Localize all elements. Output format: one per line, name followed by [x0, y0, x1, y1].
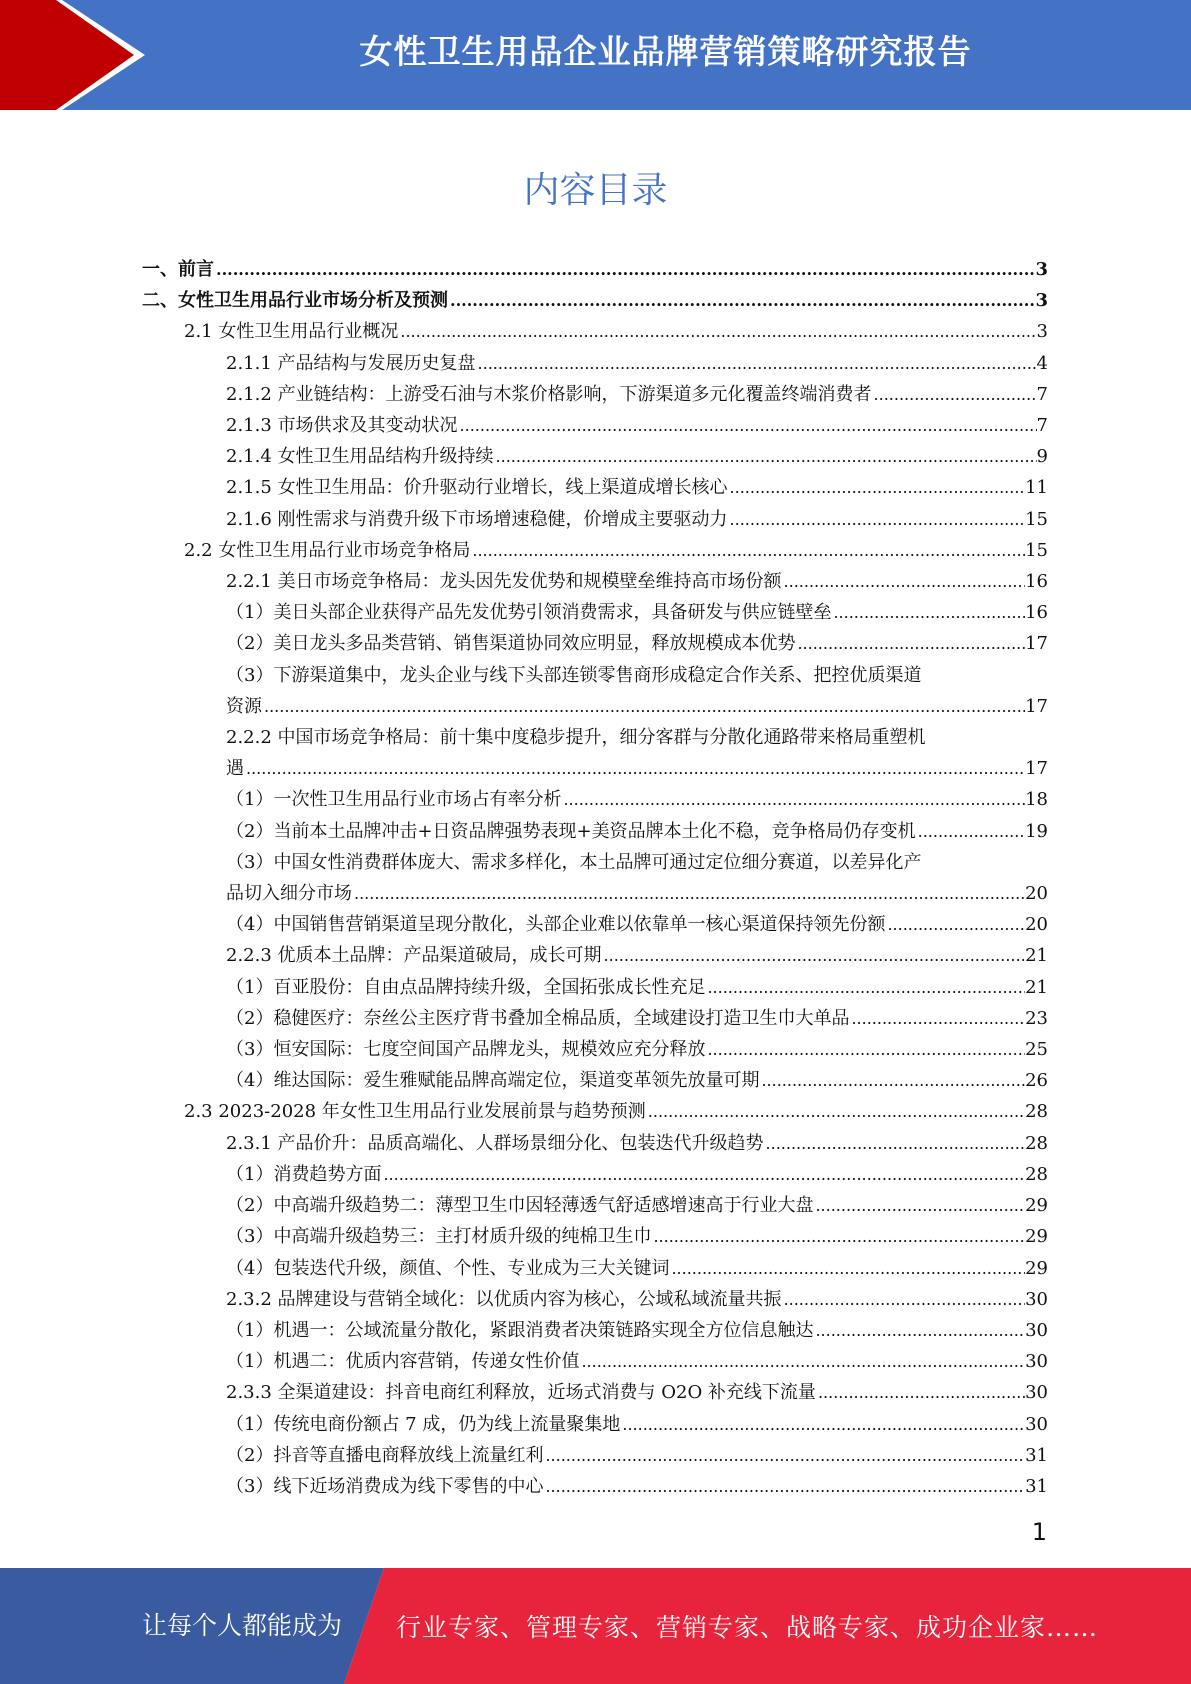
dot-leader: [651, 1221, 1025, 1252]
dot-leader: [458, 410, 1037, 441]
toc-entry-text: （1）美日头部企业获得产品先发优势引领消费需求，具备研发与供应链壁垒: [226, 602, 832, 624]
toc-entry-text: （2）中高端升级趋势二：薄型卫生巾因轻薄透气舒适感增速高于行业大盘: [226, 1195, 814, 1217]
toc-entry[interactable]: [142, 628, 1048, 659]
toc-entry[interactable]: [142, 1346, 1048, 1377]
toc-page-number: 28: [1025, 1132, 1048, 1154]
toc-page-number: 30: [1025, 1319, 1048, 1341]
toc-entry[interactable]: [142, 1128, 1048, 1159]
dot-leader: [728, 472, 1026, 503]
dot-leader: [916, 816, 1025, 847]
dot-leader: [813, 1190, 1025, 1221]
toc-page-number: 31: [1025, 1444, 1048, 1466]
toc-entry-text: 2.1 女性卫生用品行业概况: [184, 321, 399, 343]
toc-page-number: 17: [1025, 695, 1048, 717]
toc-entry[interactable]: [142, 472, 1048, 503]
toc-page-number: 16: [1025, 571, 1048, 593]
toc-entry-text: （1）百亚股份：自由点品牌持续升级，全国拓张成长性充足: [226, 976, 706, 998]
dot-leader: [782, 566, 1026, 597]
toc-entry-text-continued: 遇: [226, 758, 244, 780]
toc-entry[interactable]: [142, 410, 1048, 441]
toc-entry-text: 2.3 2023-2028 年女性卫生用品行业发展前景与趋势预测: [184, 1101, 646, 1123]
toc-page-number: 31: [1025, 1475, 1048, 1497]
toc-entry[interactable]: [142, 1221, 1048, 1252]
dot-leader: [872, 379, 1037, 410]
toc-entry-text: 2.2.1 美日市场竞争格局：龙头因先发优势和规模壁垒维持高市场份额: [226, 571, 782, 593]
toc-page-number: 3: [1036, 321, 1048, 343]
toc-entry-text: （3）线下近场消费成为线下零售的中心: [226, 1475, 544, 1497]
toc-page-number: 28: [1025, 1101, 1048, 1123]
toc-entry[interactable]: [142, 909, 1048, 940]
toc-entry[interactable]: [142, 1440, 1048, 1471]
toc-entry[interactable]: [142, 285, 1048, 316]
toc-entry[interactable]: [142, 1377, 1048, 1408]
toc-entry[interactable]: [142, 816, 1048, 847]
toc-entry-text: （1）机遇二：优质内容营销，传递女性价值: [226, 1351, 580, 1373]
dot-leader: [494, 441, 1037, 472]
toc-entry-continuation[interactable]: [142, 691, 1048, 722]
toc-entry-text: （1）消费趋势方面: [226, 1163, 382, 1185]
toc-entry[interactable]: [142, 535, 1048, 566]
toc-page-number: 29: [1025, 1257, 1048, 1279]
toc-page-number: 11: [1025, 477, 1048, 499]
toc-page-number: 26: [1025, 1070, 1048, 1092]
footer-slogan-left: 让每个人都能成为: [142, 1611, 343, 1640]
toc-entry-text: 2.1.6 刚性需求与消费升级下市场增速稳健，价增成主要驱动力: [226, 508, 728, 530]
footer-banner: [0, 1568, 1191, 1684]
dot-leader: [561, 784, 1025, 815]
report-title: 女性卫生用品企业品牌营销策略研究报告: [359, 32, 972, 71]
toc-page-number: 3: [1035, 290, 1048, 312]
toc-entry-text: 一、前言: [142, 259, 214, 280]
dot-leader: [759, 1065, 1025, 1096]
dot-leader: [602, 940, 1026, 971]
dot-leader: [381, 1159, 1025, 1190]
toc-page-number: 15: [1025, 539, 1048, 561]
toc-page-number: 30: [1025, 1382, 1048, 1404]
dot-leader: [816, 1377, 1025, 1408]
toc-entry-text: 2.3.1 产品价升：品质高端化、人群场景细分化、包装迭代升级趋势: [226, 1132, 764, 1154]
dot-leader: [885, 909, 1025, 940]
toc-entry-text: （3）中国女性消费群体庞大、需求多样化，本土品牌可通过定位细分赛道，以差异化产: [226, 851, 922, 873]
toc-entry-text: 2.1.5 女性卫生用品：价升驱动行业增长，线上渠道成增长核心: [226, 477, 728, 499]
dot-leader: [448, 285, 1035, 316]
dot-leader: [476, 348, 1037, 379]
toc-entry-continuation[interactable]: [142, 753, 1048, 784]
toc-entry-text: 2.1.3 市场供求及其变动状况: [226, 415, 458, 437]
toc-entry-text: （2）美日龙头多品类营销、销售渠道协同效应明显，释放规模成本优势: [226, 633, 796, 655]
dot-leader: [795, 628, 1025, 659]
dot-leader: [831, 597, 1025, 628]
dot-leader: [669, 1253, 1025, 1284]
toc-heading: 内容目录: [523, 170, 668, 211]
toc-entry[interactable]: [142, 1159, 1048, 1190]
toc-entry[interactable]: [142, 441, 1048, 472]
toc-entry-text: 2.2.2 中国市场竞争格局：前十集中度稳步提升，细分客群与分散化通路带来格局重塑机: [226, 727, 926, 749]
page-number: 1: [1031, 1518, 1047, 1546]
toc-page-number: 21: [1025, 976, 1048, 998]
toc-page-number: 29: [1025, 1226, 1048, 1248]
toc-page-number: 18: [1025, 789, 1048, 811]
toc-entry[interactable]: [142, 1003, 1048, 1034]
toc-entry-text-continued: 品切入细分市场: [226, 883, 352, 905]
toc-entry-text: 2.1.1 产品结构与发展历史复盘: [226, 352, 476, 374]
toc-entry-text: （1）机遇一：公域流量分散化，紧跟消费者决策链路实现全方位信息触达: [226, 1319, 814, 1341]
toc-entry-continuation[interactable]: [142, 878, 1048, 909]
toc-page-number: 7: [1036, 415, 1048, 437]
toc-entry[interactable]: [142, 504, 1048, 535]
toc-page-number: 17: [1025, 758, 1048, 780]
dot-leader: [470, 535, 1025, 566]
toc-page-number: 20: [1025, 883, 1048, 905]
dot-leader: [398, 316, 1036, 347]
toc-entry-text: 2.3.3 全渠道建设：抖音电商红利释放，近场式消费与 O2O 补充线下流量: [226, 1382, 816, 1404]
toc-entry-text: （1）一次性卫生用品行业市场占有率分析: [226, 789, 562, 811]
toc-entry-text: （2）当前本土品牌冲击+日资品牌强势表现+美资品牌本土化不稳，竞争格局仍存变机: [226, 820, 916, 842]
toc-entry-text: 2.2.3 优质本土品牌：产品渠道破局，成长可期: [226, 945, 602, 967]
toc-entry[interactable]: [142, 847, 1048, 878]
dot-leader: [705, 972, 1025, 1003]
toc-entry[interactable]: [142, 1471, 1048, 1502]
toc-entry-text: （2）稳健医疗：奈丝公主医疗背书叠加全棉品质，全域建设打造卫生巾大单品: [226, 1007, 850, 1029]
toc-entry[interactable]: [142, 379, 1048, 410]
toc-entry[interactable]: [142, 1096, 1048, 1127]
toc-entry-text: （1）传统电商份额占 7 成，仍为线上流量聚集地: [226, 1413, 621, 1435]
toc-entry[interactable]: [142, 1065, 1048, 1096]
dot-leader: [262, 691, 1025, 722]
toc-entry-text: 2.1.4 女性卫生用品结构升级持续: [226, 446, 494, 468]
toc-page-number: 23: [1025, 1007, 1048, 1029]
toc-entry[interactable]: [142, 1190, 1048, 1221]
dot-leader: [579, 1346, 1025, 1377]
dot-leader: [849, 1003, 1025, 1034]
toc-entry[interactable]: [142, 1034, 1048, 1065]
toc-entry[interactable]: [142, 566, 1048, 597]
toc-page-number: 4: [1036, 352, 1048, 374]
toc-entry-text: （3）下游渠道集中，龙头企业与线下头部连锁零售商形成稳定合作关系、把控优质渠道: [226, 664, 922, 686]
toc-entry-text: 二、女性卫生用品行业市场分析及预测: [142, 290, 448, 312]
dot-leader: [214, 254, 1035, 285]
toc-page-number: 30: [1025, 1351, 1048, 1373]
toc-entry-text: （4）中国销售营销渠道呈现分散化，头部企业难以依靠单一核心渠道保持领先份额: [226, 914, 886, 936]
toc-entry[interactable]: [142, 784, 1048, 815]
toc-page-number: 9: [1036, 446, 1048, 468]
dot-leader: [543, 1471, 1025, 1502]
dot-leader: [728, 504, 1026, 535]
dot-leader: [813, 1315, 1025, 1346]
toc-entry[interactable]: [142, 972, 1048, 1003]
toc-entry-text: 2.3.2 品牌建设与营销全域化：以优质内容为核心，公域私域流量共振: [226, 1288, 782, 1310]
toc-entry-text: （4）包装迭代升级，颜值、个性、专业成为三大关键词: [226, 1257, 670, 1279]
dot-leader: [352, 878, 1025, 909]
toc-entry[interactable]: [142, 1409, 1048, 1440]
toc-entry[interactable]: [142, 660, 1048, 691]
toc-page-number: 15: [1025, 508, 1048, 530]
dot-leader: [782, 1284, 1026, 1315]
toc-entry[interactable]: [142, 940, 1048, 971]
toc-page-number: 29: [1025, 1195, 1048, 1217]
dot-leader: [244, 753, 1025, 784]
toc-entry[interactable]: [142, 597, 1048, 628]
toc-entry-text: 2.2 女性卫生用品行业市场竞争格局: [184, 539, 471, 561]
toc-entry[interactable]: [142, 1284, 1048, 1315]
toc-page-number: 30: [1025, 1413, 1048, 1435]
toc-page-number: 30: [1025, 1288, 1048, 1310]
toc-entry-text-continued: 资源: [226, 695, 262, 717]
toc-entry-text: （2）抖音等直播电商释放线上流量红利: [226, 1444, 544, 1466]
dot-leader: [705, 1034, 1025, 1065]
toc-entry-text: （4）维达国际：爱生雅赋能品牌高端定位，渠道变革领先放量可期: [226, 1070, 760, 1092]
toc-entry[interactable]: [142, 1315, 1048, 1346]
table-of-contents: [142, 254, 1048, 1502]
toc-entry[interactable]: [142, 1253, 1048, 1284]
toc-page-number: 28: [1025, 1163, 1048, 1185]
toc-page-number: 19: [1025, 820, 1048, 842]
toc-entry-text: （3）恒安国际：七度空间国产品牌龙头，规模效应充分释放: [226, 1039, 706, 1061]
toc-entry[interactable]: [142, 316, 1048, 347]
toc-page-number: 25: [1025, 1039, 1048, 1061]
footer-slogan-right: 行业专家、管理专家、营销专家、战略专家、成功企业家……: [396, 1613, 1099, 1642]
toc-page-number: 16: [1025, 602, 1048, 624]
toc-page-number: 17: [1025, 633, 1048, 655]
toc-entry-text: （3）中高端升级趋势三：主打材质升级的纯棉卫生巾: [226, 1226, 652, 1248]
toc-entry[interactable]: [142, 722, 1048, 753]
dot-leader: [543, 1440, 1025, 1471]
toc-page-number: 7: [1036, 383, 1048, 405]
header-banner: [0, 0, 1191, 110]
toc-page-number: 20: [1025, 914, 1048, 936]
toc-page-number: 21: [1025, 945, 1048, 967]
toc-page-number: 3: [1035, 259, 1048, 280]
toc-entry[interactable]: [142, 348, 1048, 379]
dot-leader: [620, 1409, 1025, 1440]
toc-entry[interactable]: [142, 254, 1048, 285]
dot-leader: [646, 1096, 1025, 1127]
dot-leader: [764, 1128, 1026, 1159]
toc-entry-text: 2.1.2 产业链结构：上游受石油与木浆价格影响，下游渠道多元化覆盖终端消费者: [226, 383, 872, 405]
